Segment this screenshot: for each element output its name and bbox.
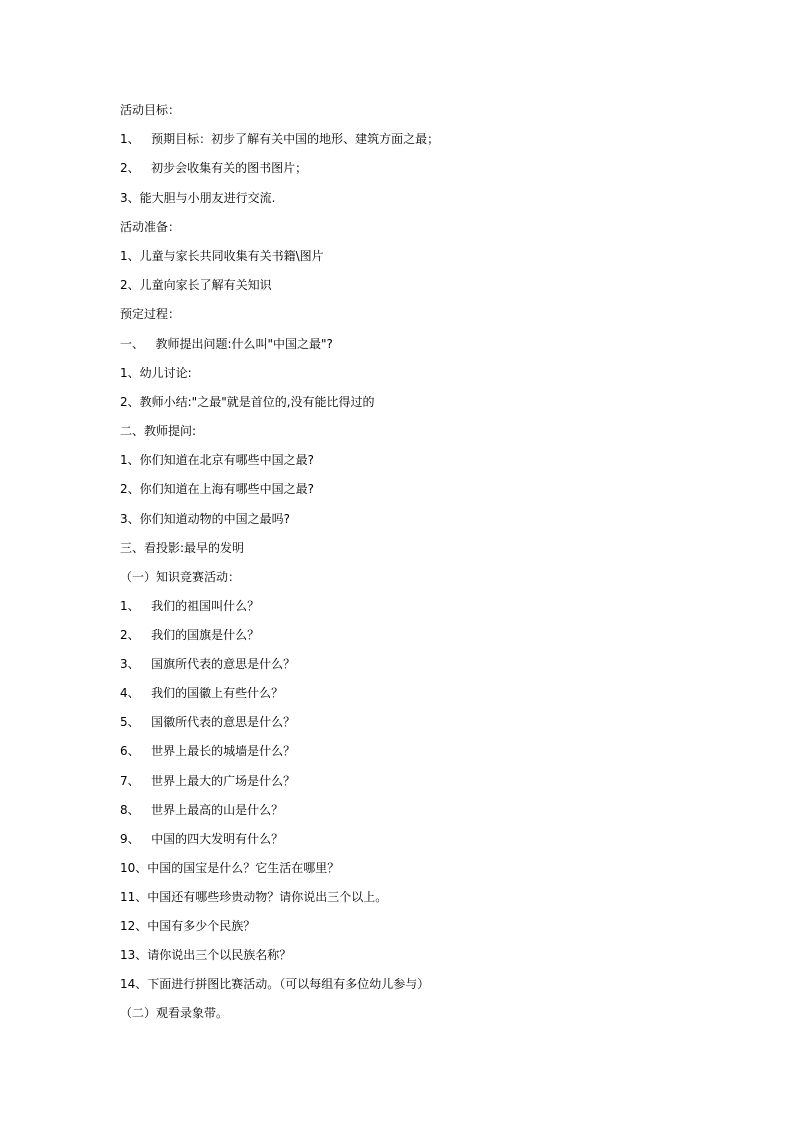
process-section-1: 一、 教师提出问题:什么叫"中国之最"? [120,337,333,351]
quiz-item-14: 14、下面进行拼图比赛活动。（可以每组有多位幼儿参与） [120,977,430,991]
heading-planned-process: 预定过程： [120,307,181,321]
quiz-item-11: 11、中国还有哪些珍贵动物？请你说出三个以上。 [120,890,388,904]
process-section-2-item-3: 3、你们知道动物的中国之最吗? [120,512,291,526]
process-section-2-item-2: 2、你们知道在上海有哪些中国之最? [120,482,315,496]
quiz-item-9: 9、 中国的四大发明有什么？ [120,832,284,846]
video-heading: （二）观看录象带。 [120,1006,229,1020]
preparation-item-1: 1、儿童与家长共同收集有关书籍\图片 [120,249,324,263]
process-section-2: 二、教师提问: [120,424,197,438]
process-section-1-item-1: 1、幼儿讨论: [120,366,192,380]
quiz-item-10: 10、中国的国宝是什么？它生活在哪里？ [120,861,340,875]
quiz-item-13: 13、请你说出三个以民族名称？ [120,948,292,962]
goal-item-3: 3、能大胆与小朋友进行交流. [120,191,276,205]
preparation-item-2: 2、儿童向家长了解有关知识 [120,278,272,292]
process-section-3: 三、看投影:最早的发明 [120,541,245,555]
heading-activity-goals: 活动目标： [120,103,181,117]
quiz-item-1: 1、 我们的祖国叫什么？ [120,599,260,613]
quiz-item-2: 2、 我们的国旗是什么？ [120,628,260,642]
quiz-item-3: 3、 国旗所代表的意思是什么？ [120,657,296,671]
process-section-2-item-1: 1、你们知道在北京有哪些中国之最? [120,453,315,467]
quiz-item-5: 5、 国徽所代表的意思是什么？ [120,715,296,729]
quiz-item-8: 8、 世界上最高的山是什么？ [120,803,284,817]
goal-item-2: 2、 初步会收集有关的图书图片； [120,161,308,175]
quiz-item-4: 4、 我们的国徽上有些什么？ [120,686,284,700]
heading-activity-preparation: 活动准备： [120,220,181,234]
goal-item-1: 1、 预期目标：初步了解有关中国的地形、建筑方面之最； [120,132,440,146]
quiz-item-7: 7、 世界上最大的广场是什么？ [120,774,296,788]
quiz-item-6: 6、 世界上最长的城墙是什么？ [120,744,296,758]
process-section-1-item-2: 2、教师小结:"之最"就是首位的,没有能比得过的 [120,395,375,409]
quiz-heading: （一）知识竞赛活动： [120,570,241,584]
quiz-item-12: 12、中国有多少个民族？ [120,919,256,933]
